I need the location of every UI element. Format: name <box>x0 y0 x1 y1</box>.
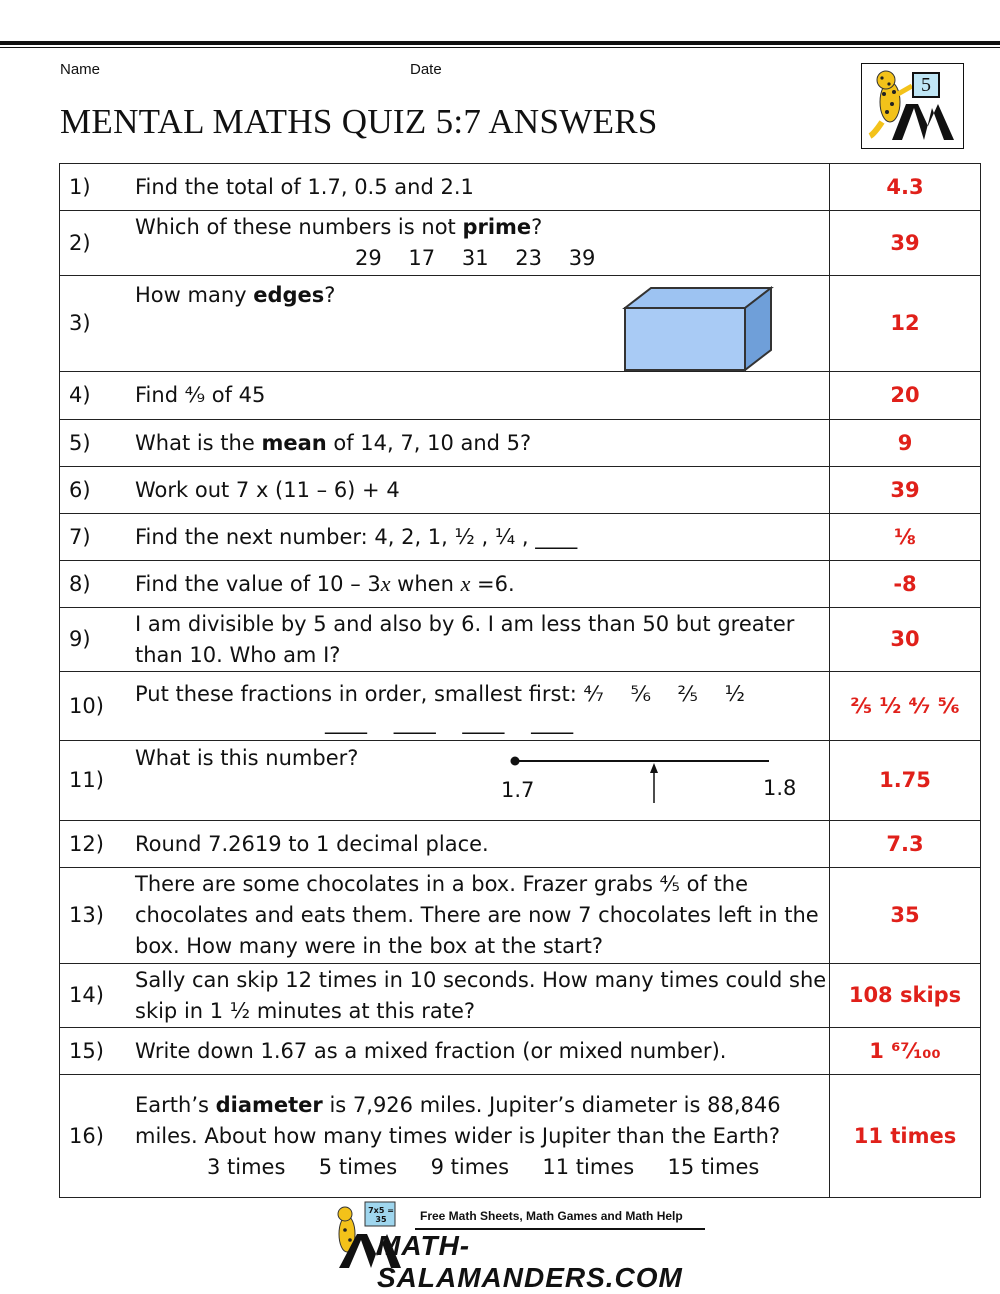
question-text-post: of 14, 7, 10 and 5? <box>326 430 532 455</box>
question-keyword: prime <box>462 215 532 239</box>
question-number: 9) <box>60 608 130 672</box>
answer: 12 <box>830 276 981 372</box>
question-number: 10) <box>60 672 130 741</box>
question-text <box>129 672 830 741</box>
question-keyword: diameter <box>215 1092 323 1117</box>
logo-grade: 5 <box>912 72 940 98</box>
question-text: Sally can skip 12 times in 10 seconds. How many times could she skip in 1 ½ minutes at this rate? <box>129 964 830 1028</box>
table-row <box>60 276 981 372</box>
answer: 7.3 <box>830 821 981 868</box>
question-text: Write down 1.67 as a mixed fraction (or mixed number). <box>129 1028 830 1075</box>
question-text: Work out 7 x (11 – 6) + 4 <box>129 467 830 514</box>
table-row <box>60 372 981 420</box>
fraction-list: ⁴⁄₇ ⁵⁄₆ ²⁄₅ ½ <box>583 681 745 706</box>
question-number: 11) <box>60 741 130 821</box>
table-row <box>60 608 981 672</box>
question-text: Round 7.2619 to 1 decimal place. <box>129 821 830 868</box>
question-text <box>129 211 830 276</box>
table-row <box>60 821 981 868</box>
question-text: Find the total of 1.7, 0.5 and 2.1 <box>129 164 830 211</box>
answer-blanks: ____ ____ ____ ____ <box>325 709 574 734</box>
question-number: 4) <box>60 372 130 420</box>
salamander-logo <box>861 63 964 149</box>
question-text-post: is 7,926 miles. Jupiter’s diameter is 88,846 miles. About how many times wider is Jupiter than the Earth? <box>135 1092 781 1148</box>
answer: 35 <box>830 868 981 964</box>
number-line <box>429 753 769 813</box>
name-label: Name <box>60 61 101 78</box>
question-text-post: ? <box>531 215 543 239</box>
question-number: 8) <box>60 561 130 608</box>
question-text-post: =6. <box>470 572 515 596</box>
question-text: There are some chocolates in a box. Frazer grabs ⁴⁄₅ of the chocolates and eats them. There are now 7 chocolates left in the box. How many were in the box at the start? <box>129 868 830 964</box>
footer-tagline: Free Math Sheets, Math Games and Math Help <box>420 1209 683 1223</box>
table-row <box>60 514 981 561</box>
question-number: 7) <box>60 514 130 561</box>
question-text <box>129 561 830 608</box>
question-number: 5) <box>60 420 130 467</box>
question-text-post: ? <box>324 283 336 307</box>
question-options: 29 17 31 23 39 <box>355 246 596 270</box>
question-number: 12) <box>60 821 130 868</box>
cuboid-figure <box>621 286 781 372</box>
question-number: 15) <box>60 1028 130 1075</box>
table-row <box>60 672 981 741</box>
table-row <box>60 741 981 821</box>
question-number: 2) <box>60 211 130 276</box>
answer: 1 ⁶⁷⁄₁₀₀ <box>830 1028 981 1075</box>
question-text-pre: Find the value of 10 – 3 <box>135 572 381 596</box>
answer: 39 <box>830 467 981 514</box>
table-row <box>60 868 981 964</box>
question-text <box>129 741 830 821</box>
question-text-pre: Earth’s <box>135 1092 216 1117</box>
question-number: 16) <box>60 1075 130 1198</box>
table-row <box>60 467 981 514</box>
table-row <box>60 561 981 608</box>
question-text-mid: when <box>390 572 461 596</box>
question-text: Find ⁴⁄₉ of 45 <box>129 372 830 420</box>
table-row <box>60 420 981 467</box>
question-text-pre: What is the <box>135 430 262 455</box>
question-keyword: mean <box>261 430 327 455</box>
number-line-right-label: 1.8 <box>763 776 797 800</box>
footer-site-name: MATH-SALAMANDERS.COM <box>377 1230 683 1293</box>
top-rule <box>0 41 1000 45</box>
table-row <box>60 164 981 211</box>
question-text-main: What is this number? <box>135 746 359 770</box>
question-number: 1) <box>60 164 130 211</box>
answer: 20 <box>830 372 981 420</box>
question-text: I am divisible by 5 and also by 6. I am less than 50 but greater than 10. Who am I? <box>129 608 830 672</box>
question-number: 3) <box>60 276 130 372</box>
quiz-table <box>59 163 981 1198</box>
question-options: 3 times 5 times 9 times 11 times 15 times <box>207 1154 760 1179</box>
answer: 39 <box>830 211 981 276</box>
date-label: Date <box>410 61 442 78</box>
question-text-main: Put these fractions in order, smallest first: <box>135 681 577 706</box>
answer: 30 <box>830 608 981 672</box>
number-line-left-label: 1.7 <box>501 778 535 802</box>
question-text: Find the next number: 4, 2, 1, ½ , ¼ , ____ <box>129 514 830 561</box>
question-text <box>129 420 830 467</box>
table-row <box>60 211 981 276</box>
question-number: 6) <box>60 467 130 514</box>
answer: 108 skips <box>830 964 981 1028</box>
footer-logo <box>325 1200 710 1293</box>
answer: -8 <box>830 561 981 608</box>
top-rule-thin <box>0 47 1000 48</box>
question-number: 13) <box>60 868 130 964</box>
logo-equation: 7x5 = 35 <box>368 1206 394 1224</box>
question-keyword: edges <box>253 283 325 307</box>
variable: x <box>460 571 471 596</box>
answer: 4.3 <box>830 164 981 211</box>
question-text-pre: How many <box>135 283 254 307</box>
question-text-pre: Which of these numbers is not <box>135 215 463 239</box>
question-text <box>129 276 830 372</box>
answer: ⅛ <box>830 514 981 561</box>
table-row <box>60 1028 981 1075</box>
answer: 1.75 <box>830 741 981 821</box>
answer: ²⁄₅ ½ ⁴⁄₇ ⁵⁄₆ <box>830 672 981 741</box>
table-row <box>60 964 981 1028</box>
answer: 9 <box>830 420 981 467</box>
question-number: 14) <box>60 964 130 1028</box>
table-row <box>60 1075 981 1198</box>
variable: x <box>380 571 391 596</box>
page-title: MENTAL MATHS QUIZ 5:7 ANSWERS <box>60 102 658 141</box>
answer: 11 times <box>830 1075 981 1198</box>
question-text <box>129 1075 830 1198</box>
